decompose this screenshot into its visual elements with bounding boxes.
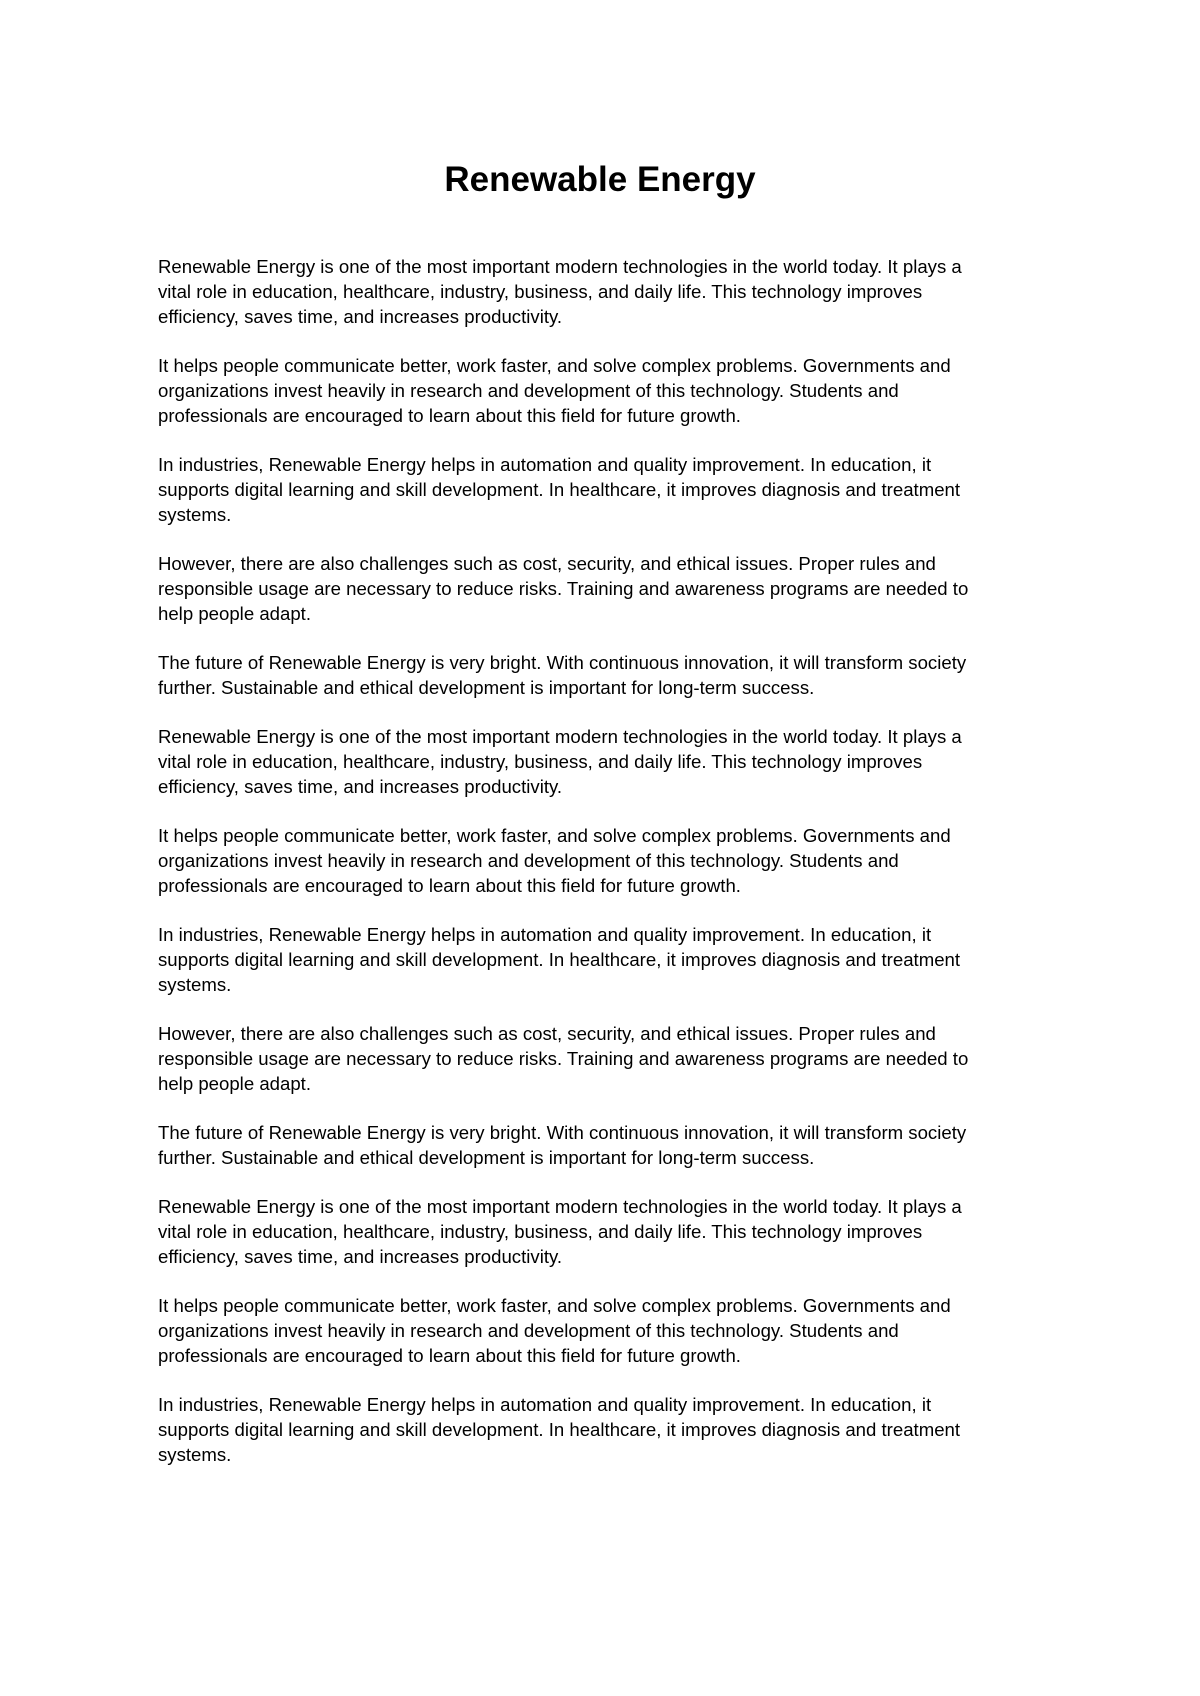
paragraph bbox=[158, 1392, 1048, 1467]
paragraph-line: systems. bbox=[158, 1444, 232, 1465]
paragraph-line: professionals are encouraged to learn about this field for future growth. bbox=[158, 875, 741, 896]
document-body bbox=[158, 254, 1048, 1491]
paragraph-line: supports digital learning and skill development. In healthcare, it improves diagnosis and treatment bbox=[158, 949, 961, 970]
paragraph-line: supports digital learning and skill development. In healthcare, it improves diagnosis and treatment bbox=[158, 479, 961, 500]
paragraph bbox=[158, 1293, 1048, 1368]
paragraph-line: further. Sustainable and ethical development is important for long-term success. bbox=[158, 1147, 815, 1168]
paragraph-line: Renewable Energy is one of the most important modern technologies in the world today. It plays a bbox=[158, 1196, 962, 1217]
paragraph-line: organizations invest heavily in research and development of this technology. Students and bbox=[158, 850, 899, 871]
paragraph-line: Renewable Energy is one of the most important modern technologies in the world today. It plays a bbox=[158, 726, 962, 747]
paragraph bbox=[158, 922, 1048, 997]
paragraph bbox=[158, 551, 1048, 626]
document-title: Renewable Energy bbox=[444, 160, 756, 199]
paragraph-line: It helps people communicate better, work faster, and solve complex problems. Governments and bbox=[158, 355, 951, 376]
paragraph bbox=[158, 254, 1048, 329]
paragraph bbox=[158, 1021, 1048, 1096]
paragraph-line: However, there are also challenges such as cost, security, and ethical issues. Proper rules and bbox=[158, 1023, 936, 1044]
paragraph-line: efficiency, saves time, and increases productivity. bbox=[158, 776, 563, 797]
paragraph-line: help people adapt. bbox=[158, 1073, 312, 1094]
paragraph-line: vital role in education, healthcare, industry, business, and daily life. This technology improves bbox=[158, 281, 923, 302]
paragraph bbox=[158, 823, 1048, 898]
paragraph-line: systems. bbox=[158, 504, 232, 525]
paragraph-line: responsible usage are necessary to reduce risks. Training and awareness programs are needed to bbox=[158, 578, 969, 599]
paragraph-line: further. Sustainable and ethical development is important for long-term success. bbox=[158, 677, 815, 698]
paragraph-line: In industries, Renewable Energy helps in automation and quality improvement. In education, it bbox=[158, 1394, 932, 1415]
paragraph-line: vital role in education, healthcare, industry, business, and daily life. This technology improves bbox=[158, 1221, 923, 1242]
paragraph bbox=[158, 650, 1048, 700]
paragraph bbox=[158, 452, 1048, 527]
paragraph-line: professionals are encouraged to learn about this field for future growth. bbox=[158, 1345, 741, 1366]
paragraph-line: The future of Renewable Energy is very bright. With continuous innovation, it will transform society bbox=[158, 652, 967, 673]
paragraph bbox=[158, 724, 1048, 799]
paragraph-line: However, there are also challenges such as cost, security, and ethical issues. Proper rules and bbox=[158, 553, 936, 574]
paragraph-line: organizations invest heavily in research and development of this technology. Students and bbox=[158, 380, 899, 401]
paragraph-line: The future of Renewable Energy is very bright. With continuous innovation, it will transform society bbox=[158, 1122, 967, 1143]
paragraph-line: supports digital learning and skill development. In healthcare, it improves diagnosis and treatment bbox=[158, 1419, 961, 1440]
paragraph-line: systems. bbox=[158, 974, 232, 995]
paragraph-line: efficiency, saves time, and increases productivity. bbox=[158, 306, 563, 327]
paragraph-line: responsible usage are necessary to reduce risks. Training and awareness programs are needed to bbox=[158, 1048, 969, 1069]
paragraph-line: efficiency, saves time, and increases productivity. bbox=[158, 1246, 563, 1267]
paragraph-line: In industries, Renewable Energy helps in automation and quality improvement. In education, it bbox=[158, 924, 932, 945]
paragraph-line: In industries, Renewable Energy helps in automation and quality improvement. In education, it bbox=[158, 454, 932, 475]
paragraph-line: It helps people communicate better, work faster, and solve complex problems. Governments and bbox=[158, 1295, 951, 1316]
paragraph-line: professionals are encouraged to learn about this field for future growth. bbox=[158, 405, 741, 426]
paragraph-line: It helps people communicate better, work faster, and solve complex problems. Governments and bbox=[158, 825, 951, 846]
paragraph-line: vital role in education, healthcare, industry, business, and daily life. This technology improves bbox=[158, 751, 923, 772]
paragraph-line: Renewable Energy is one of the most important modern technologies in the world today. It plays a bbox=[158, 256, 962, 277]
paragraph bbox=[158, 1194, 1048, 1269]
paragraph bbox=[158, 1120, 1048, 1170]
paragraph-line: organizations invest heavily in research and development of this technology. Students and bbox=[158, 1320, 899, 1341]
paragraph-line: help people adapt. bbox=[158, 603, 312, 624]
paragraph bbox=[158, 353, 1048, 428]
